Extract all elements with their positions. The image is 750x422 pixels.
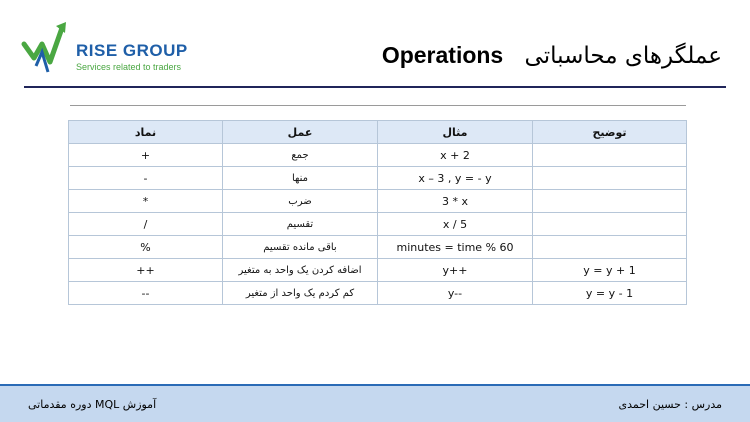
logo-tagline: Services related to traders bbox=[76, 62, 182, 72]
cell-operation: ضرب bbox=[223, 190, 378, 213]
cell-operation: باقی مانده تقسیم bbox=[223, 236, 378, 259]
title-persian: عملگرهای محاسباتی bbox=[524, 43, 722, 69]
cell-symbol: - bbox=[69, 167, 223, 190]
cell-example: minutes = time % 60 bbox=[378, 236, 533, 259]
table-row bbox=[69, 236, 687, 259]
cell-description bbox=[533, 236, 687, 259]
table-row bbox=[69, 259, 687, 282]
logo-name: RISE GROUP bbox=[76, 41, 188, 60]
cell-operation: منها bbox=[223, 167, 378, 190]
operators-table bbox=[68, 120, 687, 305]
company-logo bbox=[20, 14, 190, 84]
cell-symbol: + bbox=[69, 144, 223, 167]
table-header-row bbox=[69, 121, 687, 144]
table-row bbox=[69, 144, 687, 167]
cell-operation: تقسیم bbox=[223, 213, 378, 236]
cell-example: y++ bbox=[378, 259, 533, 282]
cell-description bbox=[533, 167, 687, 190]
header-operation: عمل bbox=[223, 121, 378, 144]
table-row bbox=[69, 213, 687, 236]
cell-operation: جمع bbox=[223, 144, 378, 167]
content-divider bbox=[70, 105, 686, 106]
cell-description: y = y - 1 bbox=[533, 282, 687, 305]
cell-description bbox=[533, 144, 687, 167]
title-english: Operations bbox=[381, 42, 504, 68]
header-example: مثال bbox=[378, 121, 533, 144]
footer-instructor: مدرس : حسین احمدی bbox=[618, 398, 722, 411]
cell-symbol: ++ bbox=[69, 259, 223, 282]
table-row bbox=[69, 190, 687, 213]
footer-course: آموزش MQL دوره مقدماتی bbox=[28, 398, 157, 411]
logo-arrow-icon bbox=[20, 14, 80, 84]
cell-example: x – 3 , y = - y bbox=[378, 167, 533, 190]
cell-description bbox=[533, 213, 687, 236]
slide-title bbox=[382, 42, 722, 69]
cell-symbol: / bbox=[69, 213, 223, 236]
header-description: توضیح bbox=[533, 121, 687, 144]
cell-description: y = y + 1 bbox=[533, 259, 687, 282]
footer-divider bbox=[0, 384, 750, 386]
cell-description bbox=[533, 190, 687, 213]
table-row bbox=[69, 167, 687, 190]
cell-example: x + 2 bbox=[378, 144, 533, 167]
table-row bbox=[69, 282, 687, 305]
cell-operation: اضافه کردن یک واحد به متغیر bbox=[223, 259, 378, 282]
cell-symbol: -- bbox=[69, 282, 223, 305]
cell-operation: کم کردم یک واحد از متغیر bbox=[223, 282, 378, 305]
title-divider bbox=[24, 86, 726, 88]
cell-example: x / 5 bbox=[378, 213, 533, 236]
cell-example: 3 * x bbox=[378, 190, 533, 213]
cell-symbol: * bbox=[69, 190, 223, 213]
cell-example: y-- bbox=[378, 282, 533, 305]
header-symbol: نماد bbox=[69, 121, 223, 144]
cell-symbol: % bbox=[69, 236, 223, 259]
